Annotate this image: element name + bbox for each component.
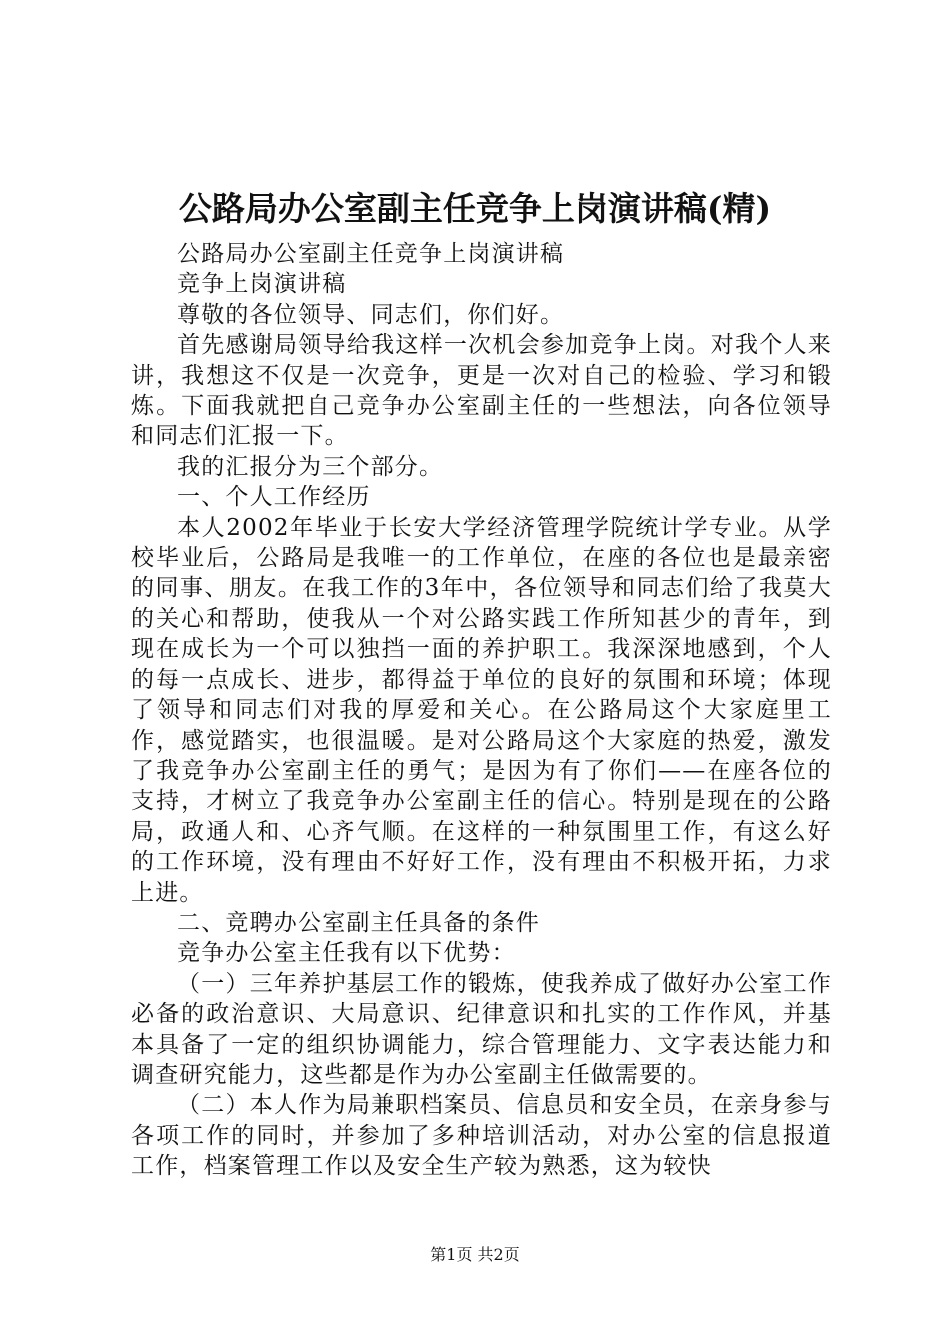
- paragraph: 竞争办公室主任我有以下优势：: [177, 940, 516, 967]
- page-footer: 第1页 共2页: [430, 1245, 520, 1264]
- document-title: 公路局办公室副主任竞争上岗演讲稿(精): [178, 189, 772, 228]
- paragraph: 竞争上岗演讲稿: [177, 271, 347, 298]
- section-heading: 二、竞聘办公室副主任具备的条件: [177, 909, 540, 936]
- paragraph: （一）三年养护基层工作的锻炼，使我养成了做好办公室工作必备的政治意识、大局意识、纪律意识和扎实的工作作风，并基本具备了一定的组织协调能力，综合管理能力、文字表达能力和调查研究能力，这些都是作为办公室副主任做需要的。: [131, 970, 832, 1088]
- paragraph: 公路局办公室副主任竞争上岗演讲稿: [177, 241, 565, 267]
- paragraph: 本人2002年毕业于长安大学经济管理学院统计学专业。从学校毕业后，公路局是我唯一的工作单位，在座的各位也是最亲密的同事、朋友。在我工作的3年中，各位领导和同志们给了我莫大的关心和帮助，使我从一个对公路实践工作所知甚少的青年，到现在成长为一个可以独挡一面的养护职工。我深深地感到，个人的每一点成长、进步，都得益于单位的良好的氛围和环境；体现了领导和同志们对我的厚爱和关心。在公路局这个大家庭里工作，感觉踏实，也很温暖。是对公路局这个大家庭的热爱，激发了我竞争办公室副主任的勇气；是因为有了你们——在座各位的支持，才树立了我竞争办公室副主任的信心。特别是现在的公路局，政通人和、心齐气顺。在这样的一种氛围里工作，有这么好的工作环境，没有理由不好好工作，没有理由不积极开拓，力求上进。: [131, 514, 832, 906]
- paragraph: （二）本人作为局兼职档案员、信息员和安全员，在亲身参与各项工作的同时，并参加了多种培训活动，对办公室的信息报道工作，档案管理工作以及安全生产较为熟悉，这为较快: [131, 1092, 832, 1180]
- paragraph: 首先感谢局领导给我这样一次机会参加竞争上岗。对我个人来讲，我想这不仅是一次竞争，更是一次对自己的检验、学习和锻炼。下面我就把自己竞争办公室副主任的一些想法，向各位领导和同志们汇报一下。: [131, 332, 832, 450]
- paragraph: 我的汇报分为三个部分。: [177, 453, 444, 480]
- paragraph: 尊敬的各位领导、同志们，你们好。: [177, 301, 565, 328]
- section-heading: 一、个人工作经历: [177, 484, 371, 511]
- document-body: [131, 239, 832, 1182]
